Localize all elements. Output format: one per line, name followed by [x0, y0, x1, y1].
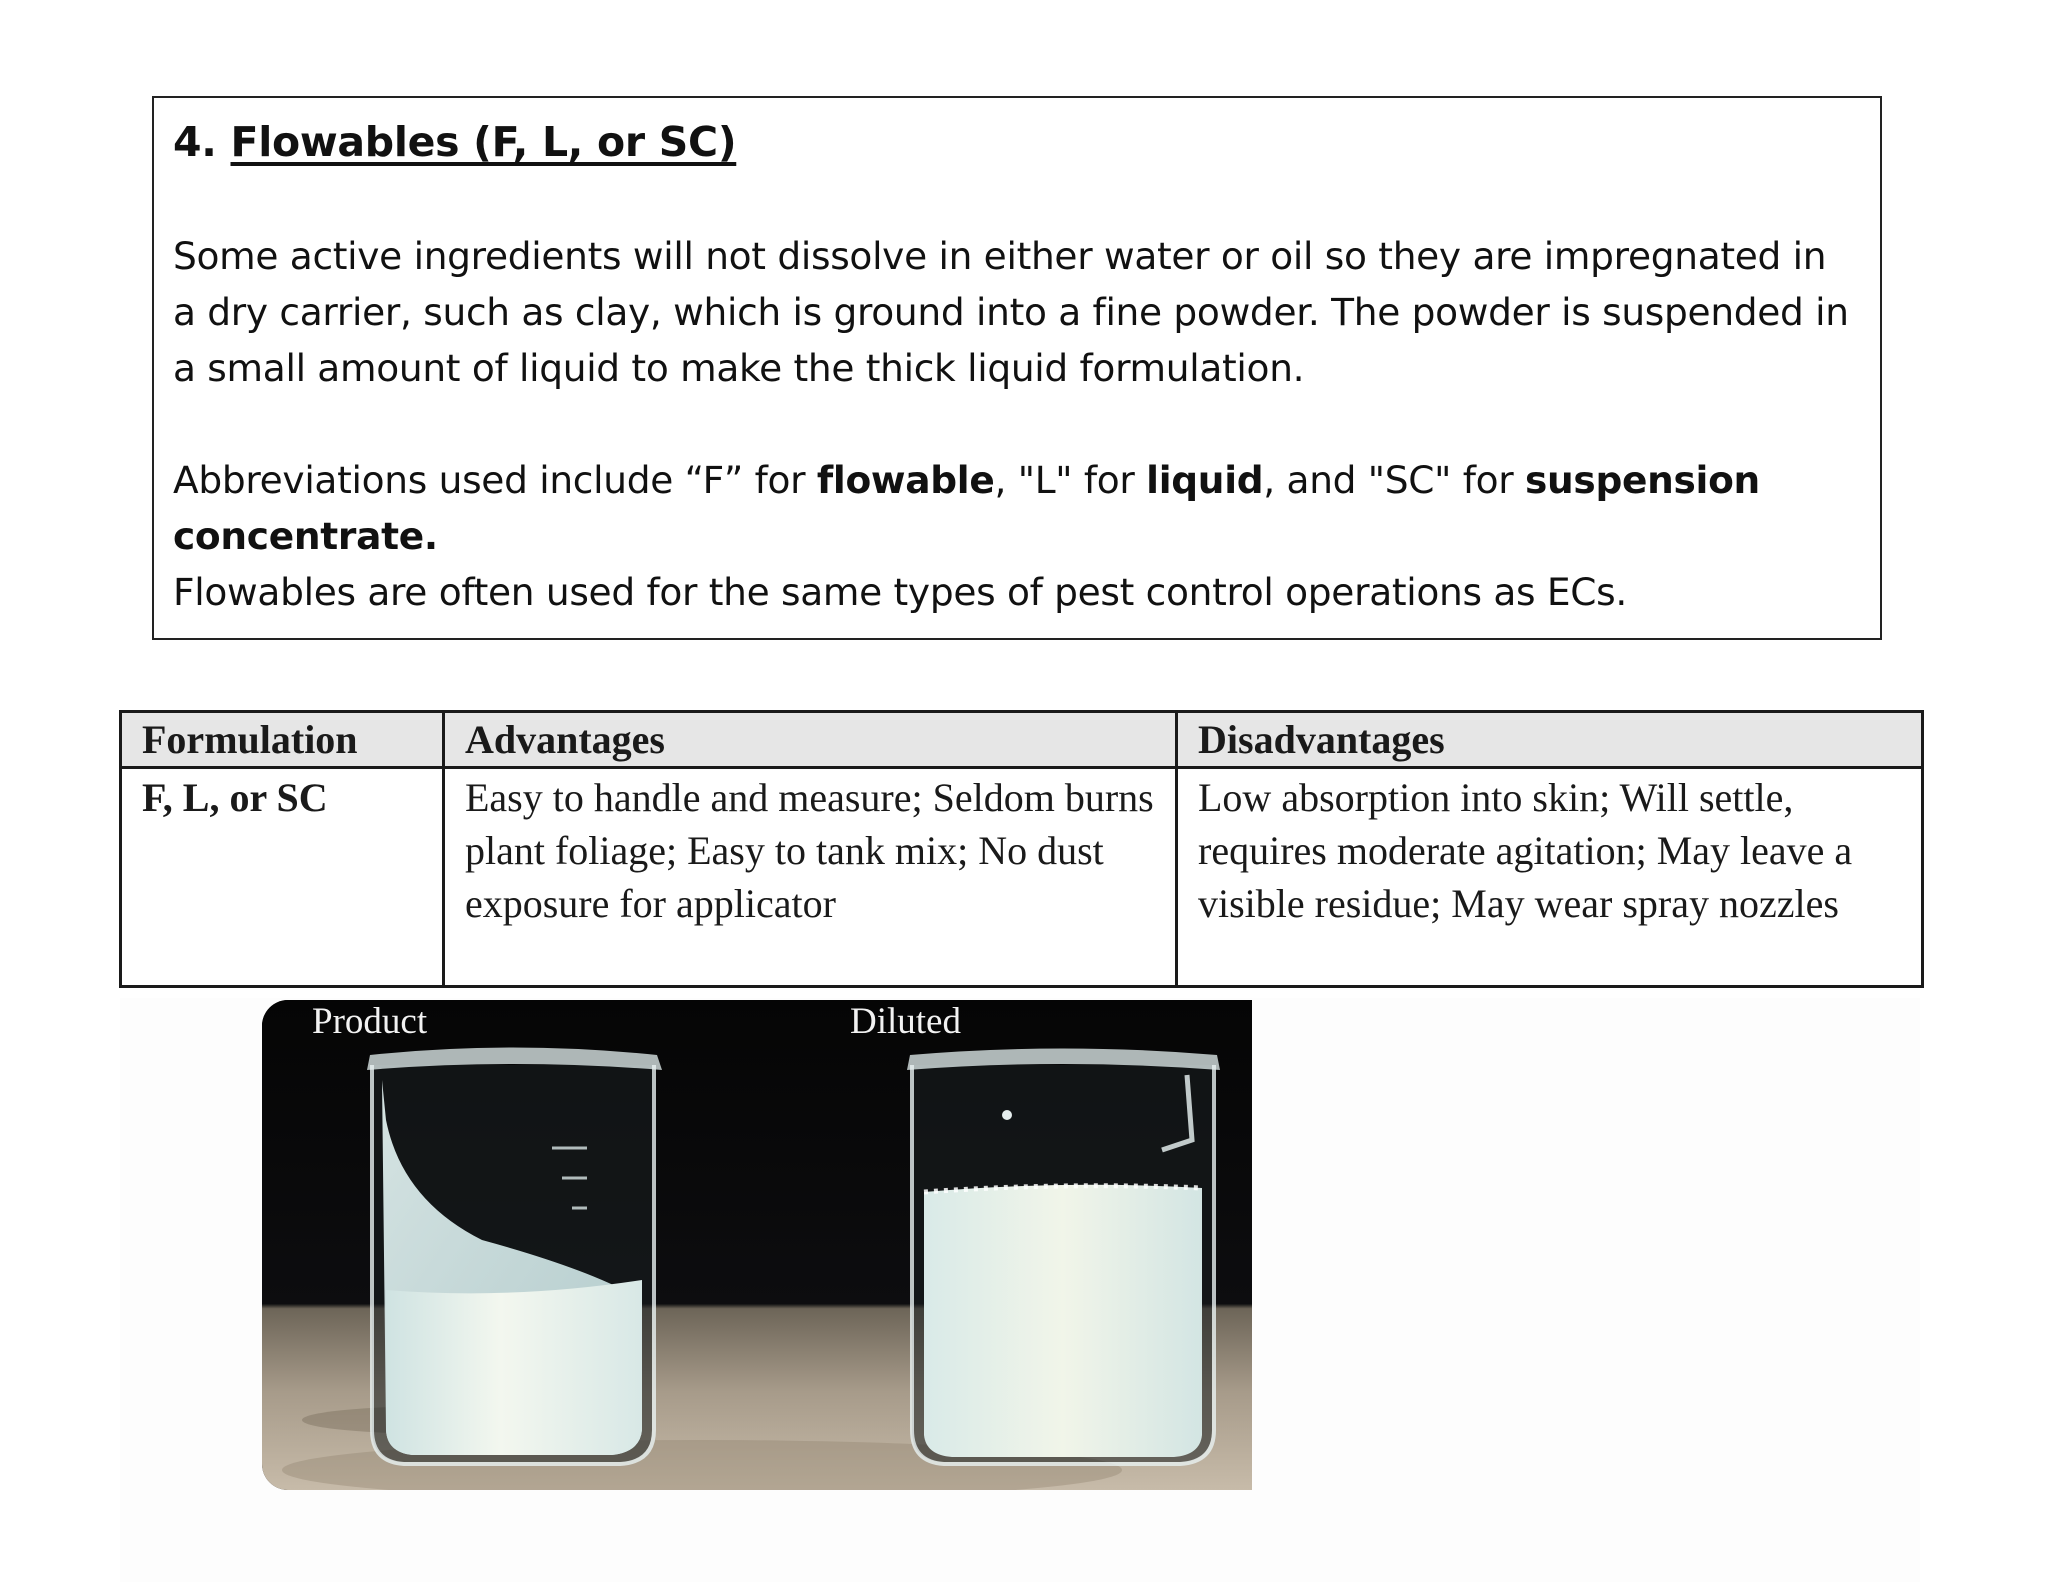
section-number: 4. — [173, 118, 217, 166]
header-disadvantages: Disadvantages — [1177, 712, 1923, 768]
product-beaker — [367, 1048, 662, 1465]
description-box — [152, 96, 1882, 640]
label-product: Product — [312, 1001, 428, 1042]
cell-disadvantages: Low absorption into skin; Will settle, requires moderate agitation; May leave a visible residue; May wear spray nozzles — [1177, 768, 1923, 987]
cell-formulation: F, L, or SC — [121, 768, 444, 987]
label-diluted: Diluted — [850, 1001, 961, 1042]
table-row — [121, 768, 1923, 987]
paragraph-usage: Flowables are often used for the same types of pest control operations as ECs. — [173, 570, 1628, 614]
section-heading — [173, 112, 1860, 172]
header-advantages: Advantages — [443, 712, 1176, 768]
header-formulation: Formulation — [121, 712, 444, 768]
section-title: Flowables (F, L, or SC) — [230, 118, 737, 166]
table-header-row — [121, 712, 1923, 768]
cell-advantages: Easy to handle and measure; Seldom burns plant foliage; Easy to tank mix; No dust exposure for applicator — [443, 768, 1176, 987]
diluted-beaker — [907, 1049, 1220, 1465]
paragraph-abbreviations: Abbreviations used include “F” for flowable, "L" for liquid, and "SC" for suspension concentrate. — [173, 458, 1760, 558]
formulation-table — [119, 710, 1924, 988]
beaker-photo — [262, 1000, 1252, 1490]
beakers-illustration — [262, 1000, 1252, 1490]
paragraph-description: Some active ingredients will not dissolve in either water or oil so they are impregnated in a dry carrier, such as clay, which is ground into a fine powder. The powder is suspended in a small amount of liquid to make the thick liquid formulation. — [173, 234, 1849, 390]
